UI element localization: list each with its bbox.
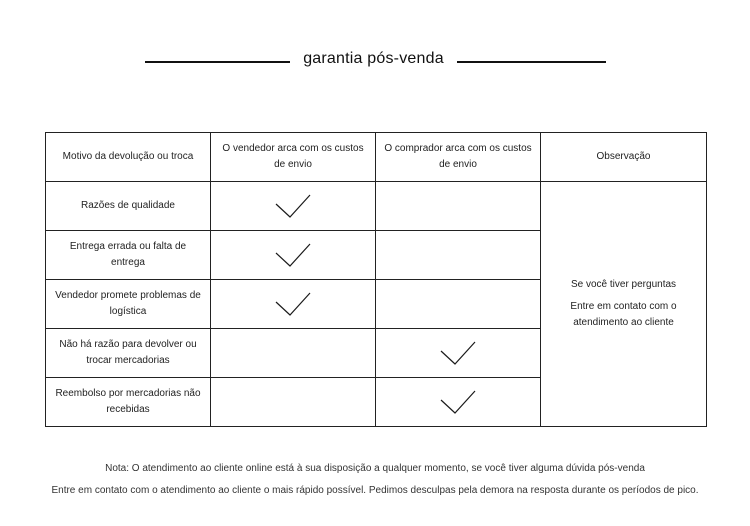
check-icon: [440, 340, 476, 366]
buyer-pays-cell: [376, 378, 541, 427]
note-line-2: Entre em contato com o atendimento ao cliente o mais rápido possível. Pedimos desculpas pela demora na resposta durante os períodos de pico.: [51, 485, 699, 496]
title-divider-left: [145, 61, 290, 63]
buyer-pays-cell: [376, 182, 541, 231]
observation-cell: [541, 182, 707, 427]
seller-pays-cell: [211, 231, 376, 280]
title-divider-right: [457, 61, 606, 63]
seller-pays-cell: [211, 280, 376, 329]
check-icon: [275, 242, 311, 268]
reason-cell: Não há razão para devolver ou trocar mercadorias: [46, 329, 211, 378]
return-policy-table: [45, 132, 707, 427]
buyer-pays-cell: [376, 231, 541, 280]
check-icon: [440, 389, 476, 415]
buyer-pays-cell: [376, 329, 541, 378]
seller-pays-cell: [211, 378, 376, 427]
seller-pays-cell: [211, 329, 376, 378]
title-row: [0, 44, 750, 80]
observation-line-2: Entre em contato com o atendimento ao cliente: [570, 301, 677, 328]
note-line-1: Nota: O atendimento ao cliente online está à sua disposição a qualquer momento, se você tiver alguma dúvida pós-venda: [105, 463, 645, 474]
page-title: garantia pós-venda: [303, 50, 444, 67]
check-icon: [275, 193, 311, 219]
reason-cell: Vendedor promete problemas de logística: [46, 280, 211, 329]
check-icon: [275, 291, 311, 317]
header-seller-pays: O vendedor arca com os custos de envio: [211, 133, 376, 182]
buyer-pays-cell: [376, 280, 541, 329]
table-header-row: [46, 133, 707, 182]
reason-cell: Reembolso por mercadorias não recebidas: [46, 378, 211, 427]
header-observation: Observação: [541, 133, 707, 182]
reason-cell: Entrega errada ou falta de entrega: [46, 231, 211, 280]
header-reason: Motivo da devolução ou troca: [46, 133, 211, 182]
observation-line-1: Se você tiver perguntas: [570, 279, 677, 290]
table-row: [46, 182, 707, 231]
header-buyer-pays: O comprador arca com os custos de envio: [376, 133, 541, 182]
reason-cell: Razões de qualidade: [46, 182, 211, 231]
seller-pays-cell: [211, 182, 376, 231]
